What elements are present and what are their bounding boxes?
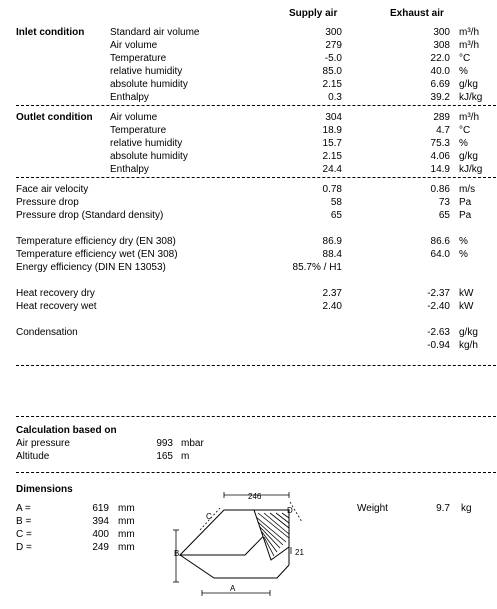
exhaust-air-header: Exhaust air [390,8,444,19]
calc-label: Altitude [16,451,50,462]
unit-label: kW [459,301,474,312]
supply-value: 2.15 [322,79,342,90]
supply-air-header: Supply air [289,8,338,19]
dimension-label: D = [16,542,32,553]
exhaust-value: 86.6 [430,236,450,247]
dimension-unit: mm [118,503,135,514]
row-label: Temperature efficiency wet (EN 308) [16,249,178,260]
weight-value: 9.7 [436,503,450,514]
row-label: Face air velocity [16,184,89,195]
row-label: Pressure drop (Standard density) [16,210,164,221]
condensation-value: -2.63 [427,327,450,338]
supply-value: 2.40 [322,301,342,312]
dimension-label: A = [16,503,31,514]
heat-exchanger-diagram [172,490,322,600]
supply-value: 15.7 [322,138,342,149]
supply-value: 2.15 [322,151,342,162]
dimension-label: B = [16,516,32,527]
unit-label: kW [459,288,474,299]
exhaust-value: 0.86 [430,184,450,195]
row-label: Enthalpy [110,92,149,103]
unit-label: °C [459,125,471,136]
unit-label: m³/h [459,112,479,123]
calc-value: 993 [156,438,173,449]
row-label: Air volume [110,40,158,51]
calc-unit: mbar [181,438,204,449]
supply-value: 65 [330,210,342,221]
condensation-unit: g/kg [459,327,478,338]
exhaust-value: 6.69 [430,79,450,90]
exhaust-value: 289 [433,112,450,123]
calc-value: 165 [156,451,173,462]
unit-label: g/kg [459,79,478,90]
condensation-value: -0.94 [427,340,450,351]
exhaust-value: -2.37 [427,288,450,299]
dimension-value: 249 [92,542,109,553]
calc-label: Air pressure [16,438,70,449]
exhaust-value: 39.2 [430,92,450,103]
exhaust-value: 64.0 [430,249,450,260]
supply-value: 88.4 [322,249,342,260]
diagram-label-a: A [230,584,236,593]
calc-unit: m [181,451,190,462]
supply-value: 279 [325,40,342,51]
supply-value: 85.7% / H1 [292,262,342,273]
row-label: Heat recovery dry [16,288,95,299]
weight-unit: kg [461,503,472,514]
supply-value: 304 [325,112,342,123]
unit-label: % [459,249,468,260]
row-label: Pressure drop [16,197,79,208]
dimension-label: C = [16,529,32,540]
supply-value: 300 [325,27,342,38]
exhaust-value: 75.3 [430,138,450,149]
condensation-unit: kg/h [459,340,478,351]
unit-label: m³/h [459,27,479,38]
row-label: Standard air volume [110,27,200,38]
row-label: relative humidity [110,138,183,149]
supply-value: 86.9 [322,236,342,247]
separator [16,365,496,366]
body-face [180,555,245,580]
weight-label: Weight [357,503,388,514]
exhaust-value: 308 [433,40,450,51]
exhaust-value: 40.0 [430,66,450,77]
supply-value: 0.3 [328,92,342,103]
condensation-label: Condensation [16,327,78,338]
exhaust-value: 65 [438,210,450,221]
exhaust-value: 300 [433,27,450,38]
separator [16,472,496,473]
unit-label: Pa [459,197,472,208]
separator [16,416,496,417]
diagram-label-c: C [206,512,212,521]
row-label: relative humidity [110,66,183,77]
dimension-unit: mm [118,529,135,540]
row-label: absolute humidity [110,151,188,162]
row-label: Energy efficiency (DIN EN 13053) [16,262,166,273]
exhaust-value: 4.7 [436,125,450,136]
unit-label: m/s [459,184,476,195]
inlet-title: Inlet condition [16,27,85,38]
unit-label: % [459,236,468,247]
dimension-value: 400 [92,529,109,540]
supply-value: 24.4 [322,164,342,175]
dimension-value: 394 [92,516,109,527]
calc-title: Calculation based on [16,425,117,436]
outlet-title: Outlet condition [16,112,93,123]
row-label: absolute humidity [110,79,188,90]
unit-label: °C [459,53,471,64]
unit-label: g/kg [459,151,478,162]
hatched-section [254,510,289,560]
dimension-unit: mm [118,516,135,527]
row-label: Heat recovery wet [16,301,97,312]
supply-value: -5.0 [324,53,342,64]
separator [16,105,496,106]
dimensions-title: Dimensions [16,484,73,495]
unit-label: m³/h [459,40,479,51]
unit-label: % [459,138,468,149]
dimension-value: 619 [92,503,109,514]
supply-value: 2.37 [322,288,342,299]
exhaust-value: 22.0 [430,53,450,64]
exhaust-value: 14.9 [430,164,450,175]
row-label: Air volume [110,112,158,123]
diagram-label-b: B [174,549,180,558]
unit-label: kJ/kg [459,92,483,103]
diagram-label-top: 246 [248,492,262,501]
diagram-label-side: 21 [295,548,304,557]
row-label: Temperature [110,125,167,136]
exhaust-value: -2.40 [427,301,450,312]
unit-label: % [459,66,468,77]
separator [16,177,496,178]
supply-value: 0.78 [322,184,342,195]
unit-label: Pa [459,210,472,221]
diagram-label-d: D [287,506,293,515]
supply-value: 85.0 [322,66,342,77]
unit-label: kJ/kg [459,164,483,175]
supply-value: 58 [330,197,342,208]
exhaust-value: 73 [438,197,450,208]
row-label: Enthalpy [110,164,149,175]
supply-value: 18.9 [322,125,342,136]
exhaust-value: 4.06 [430,151,450,162]
row-label: Temperature efficiency dry (EN 308) [16,236,176,247]
dimension-unit: mm [118,542,135,553]
row-label: Temperature [110,53,167,64]
